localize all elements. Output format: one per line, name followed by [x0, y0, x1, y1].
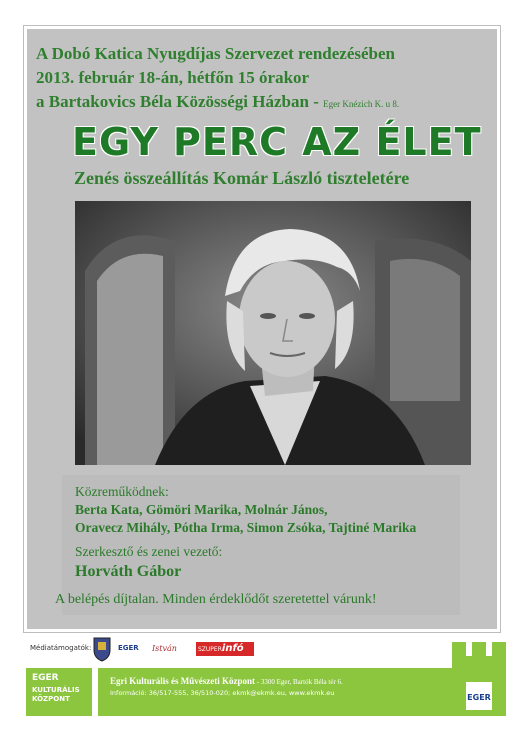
performers-line-2: Oravecz Mihály, Pótha Irma, Simon Zsóka, Tajtiné Marika [75, 520, 417, 535]
eger-tv-logo: EGER [118, 644, 139, 652]
eger-castle-logo [452, 632, 506, 716]
szuperinfo-logo-b: infó [221, 643, 244, 654]
footer-info-band [98, 668, 496, 716]
organizer-line: A Dobó Katica Nyugdíjas Szervezet rendezésében [36, 44, 395, 63]
contact-line: Információ: 36/517-555, 36/510-020; ekmk@ekmk.eu, www.ekmk.eu [110, 689, 335, 697]
sponsors-label: Médiatámogatók: [30, 644, 92, 652]
performers-line-1: Berta Kata, Gömöri Marika, Molnár János, [75, 502, 328, 517]
org-name: Egri Kulturális és Művészeti Központ [110, 676, 255, 686]
istvan-radio-logo: István [152, 644, 177, 653]
ekk-logo-line2: KULTURÁLIS [32, 686, 80, 694]
venue-separator: - [308, 92, 324, 111]
ekk-logo [26, 668, 92, 716]
event-subtitle: Zenés összeállítás Komár László tiszteletére [74, 168, 410, 188]
performers-label: Közreműködnek: [75, 484, 169, 499]
szuperinfo-logo-a: SZUPER [198, 646, 222, 653]
event-title: EGY PERC AZ ÉLET [72, 120, 482, 164]
footer [26, 668, 496, 716]
venue-address: Eger Knézich K. u 8. [323, 99, 400, 109]
castle-logo-text: EGER [467, 693, 491, 702]
eger-crest-logo [92, 636, 112, 662]
ekk-logo-line3: KÖZPONT [32, 695, 70, 703]
ekk-logo-line1: EGER [32, 673, 59, 683]
date-line: 2013. február 18-án, hétfőn 15 órakor [36, 68, 310, 87]
editor-name: Horváth Gábor [75, 563, 182, 580]
entry-note: A belépés díjtalan. Minden érdeklődőt szeretettel várunk! [55, 592, 377, 607]
venue-name: a Bartakovics Béla Közösségi Házban [36, 92, 309, 111]
editor-label: Szerkesztő és zenei vezető: [75, 544, 223, 559]
portrait-photo [75, 201, 471, 465]
szuperinfo-logo [196, 642, 254, 656]
venue-line [36, 92, 399, 112]
org-line [110, 676, 343, 686]
org-address: - 3300 Eger, Bartók Béla tér 6. [255, 678, 343, 686]
